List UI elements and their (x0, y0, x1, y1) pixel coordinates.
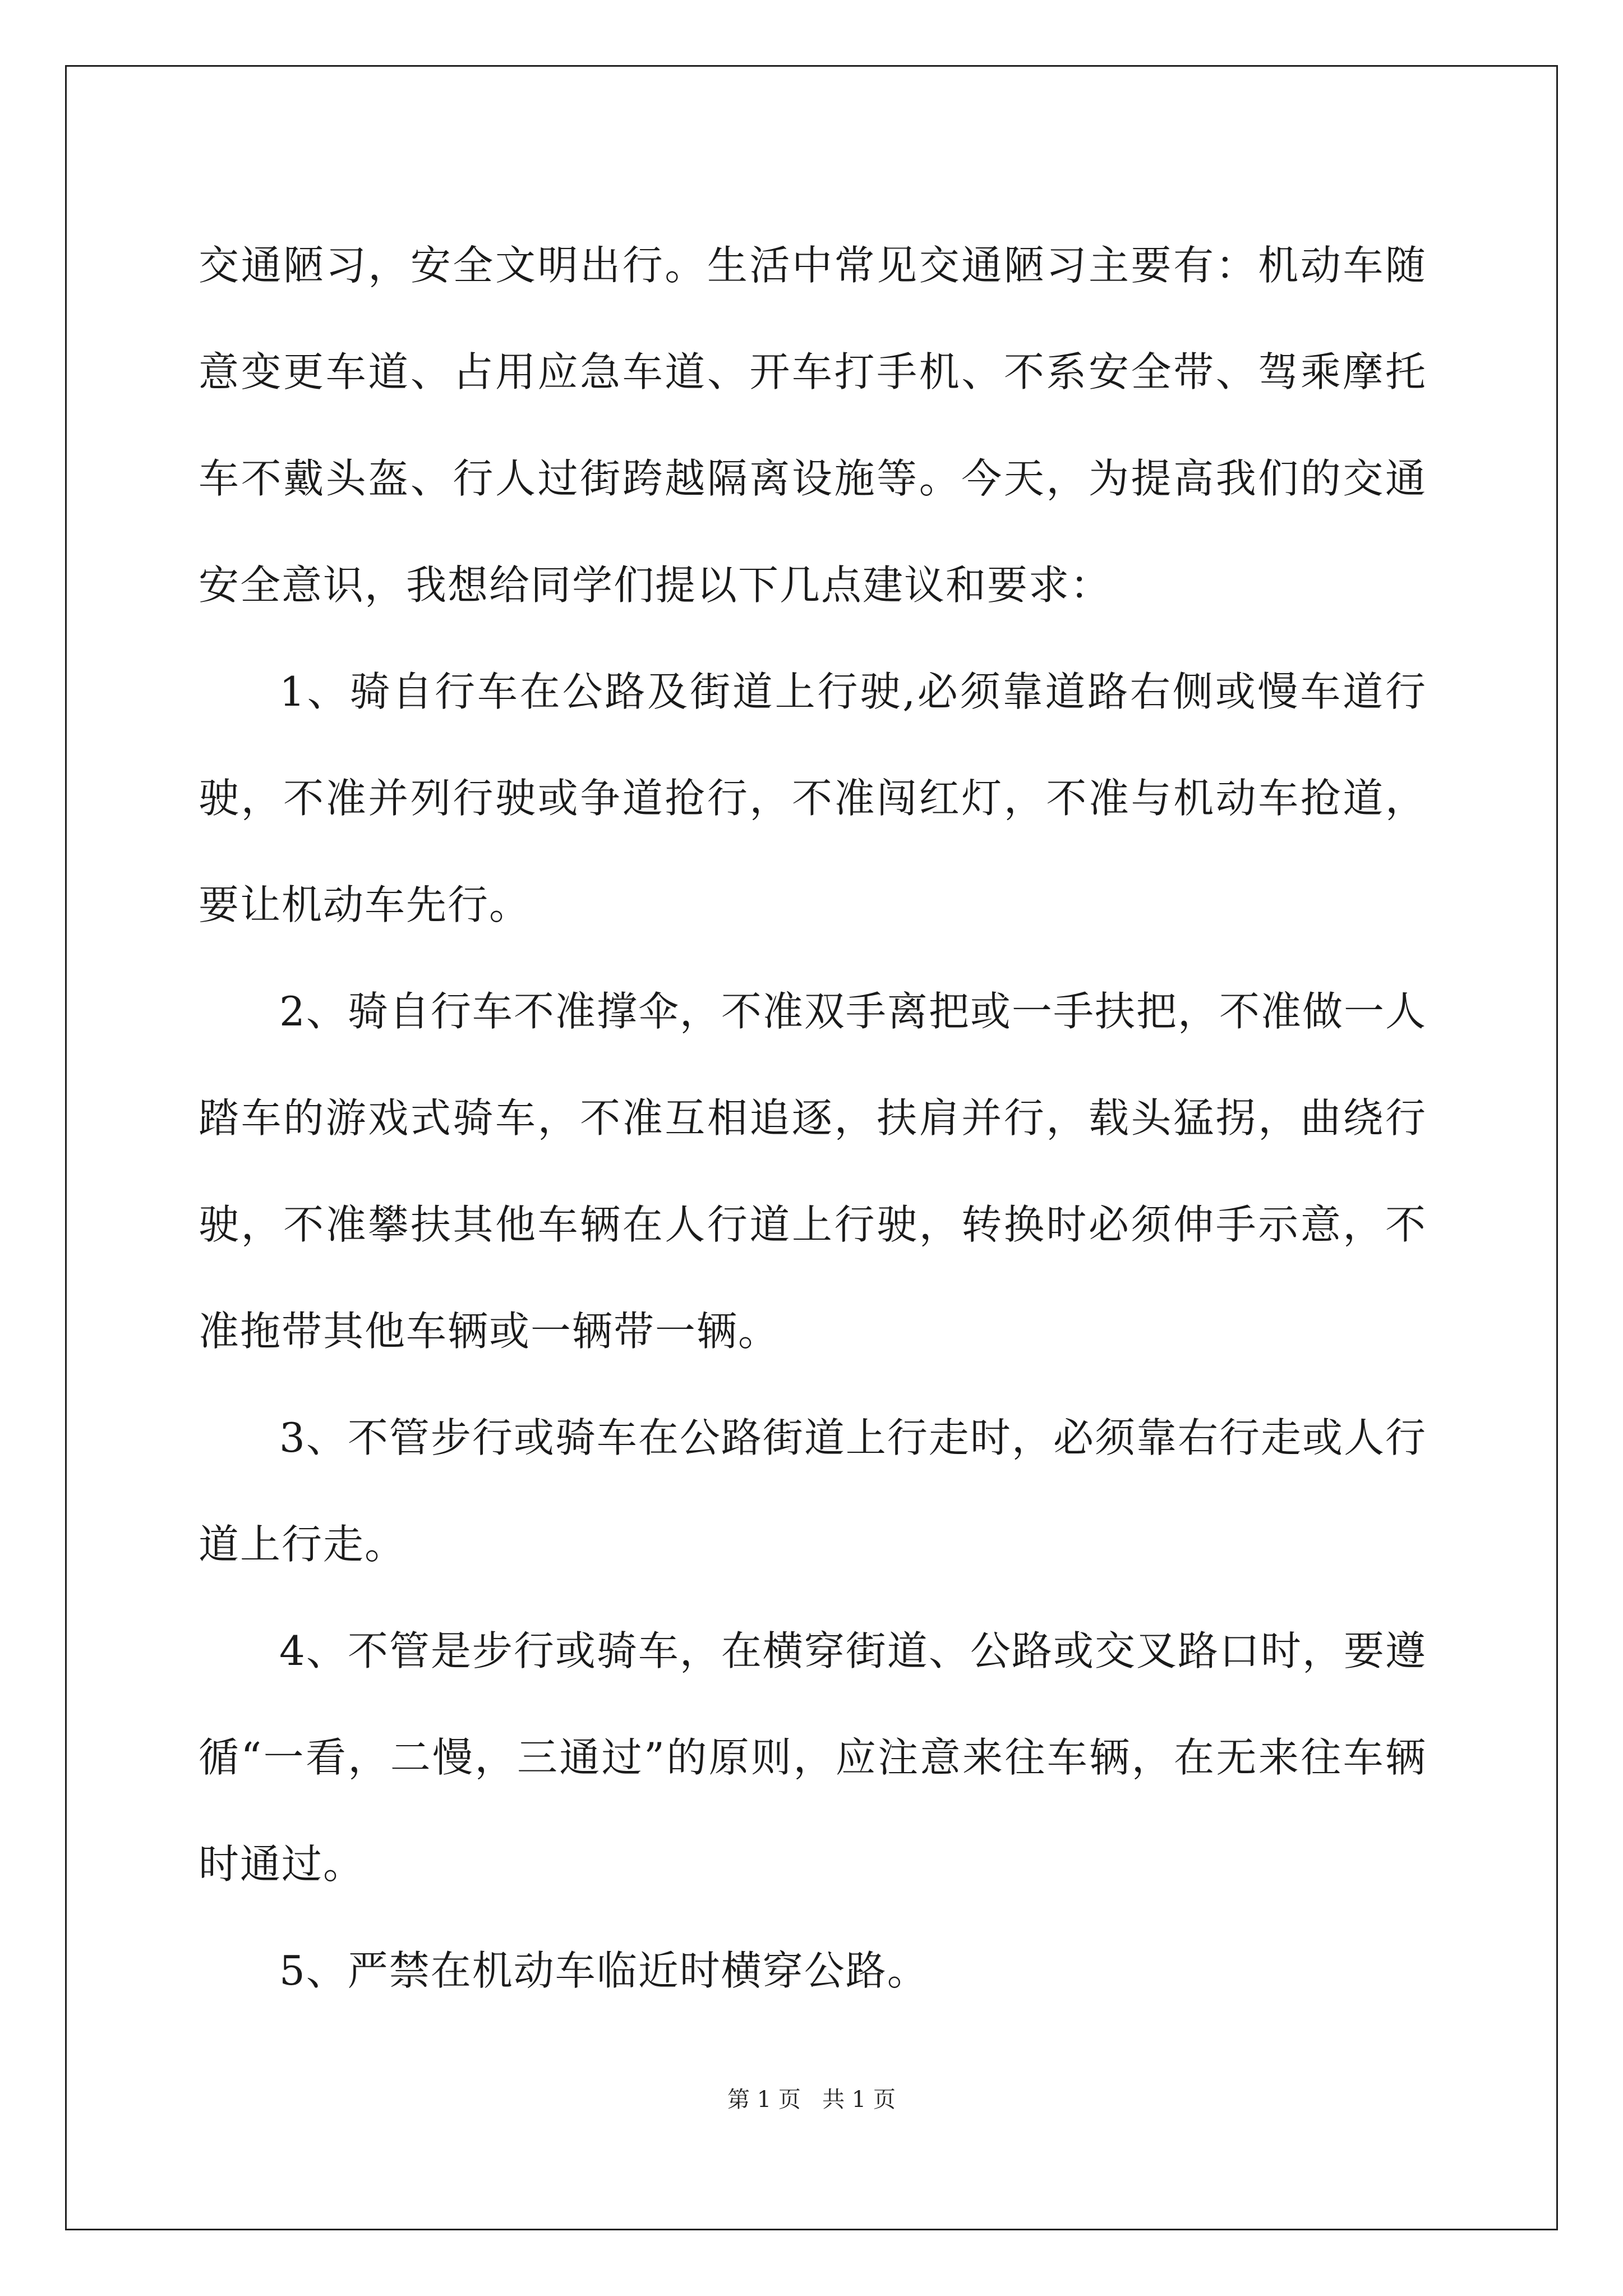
paragraph-item-4: 4、不管是步行或骑车，在横穿街道、公路或交叉路口时，要遵循“一看，二慢，三通过”的原则，应注意来往车辆，在无来往车辆时通过。 (199, 1627, 1427, 1888)
paragraph-item-5: 5、严禁在机动车临近时横穿公路。 (279, 1947, 929, 1994)
paragraph-item-3: 3、不管步行或骑车在公路街道上行走时，必须靠右行走或人行道上行走。 (199, 1414, 1427, 1568)
page-footer: 第 1 页 共 1 页 (727, 2087, 896, 2113)
paragraph-item-1: 1、骑自行车在公路及街道上行驶,必须靠道路右侧或慢车道行驶，不准并列行驶或争道抢行，不准闯红灯，不准与机动车抢道，要让机动车先行。 (199, 668, 1427, 928)
document-body (199, 212, 1427, 2024)
paragraph-intro: 交通陋习，安全文明出行。生活中常见交通陋习主要有：机动车随意变更车道、占用应急车道、开车打手机、不系安全带、驾乘摩托车不戴头盔、行人过街跨越隔离设施等。今天，为提高我们的交通安全意识，我想给同学们提以下几点建议和要求： (199, 242, 1427, 609)
paragraph-item-2: 2、骑自行车不准撑伞，不准双手离把或一手扶把，不准做一人踏车的游戏式骑车，不准互相追逐，扶肩并行，载头猛拐，曲绕行驶，不准攀扶其他车辆在人行道上行驶，转换时必须伸手示意，不准拖带其他车辆或一辆带一辆。 (199, 988, 1427, 1355)
